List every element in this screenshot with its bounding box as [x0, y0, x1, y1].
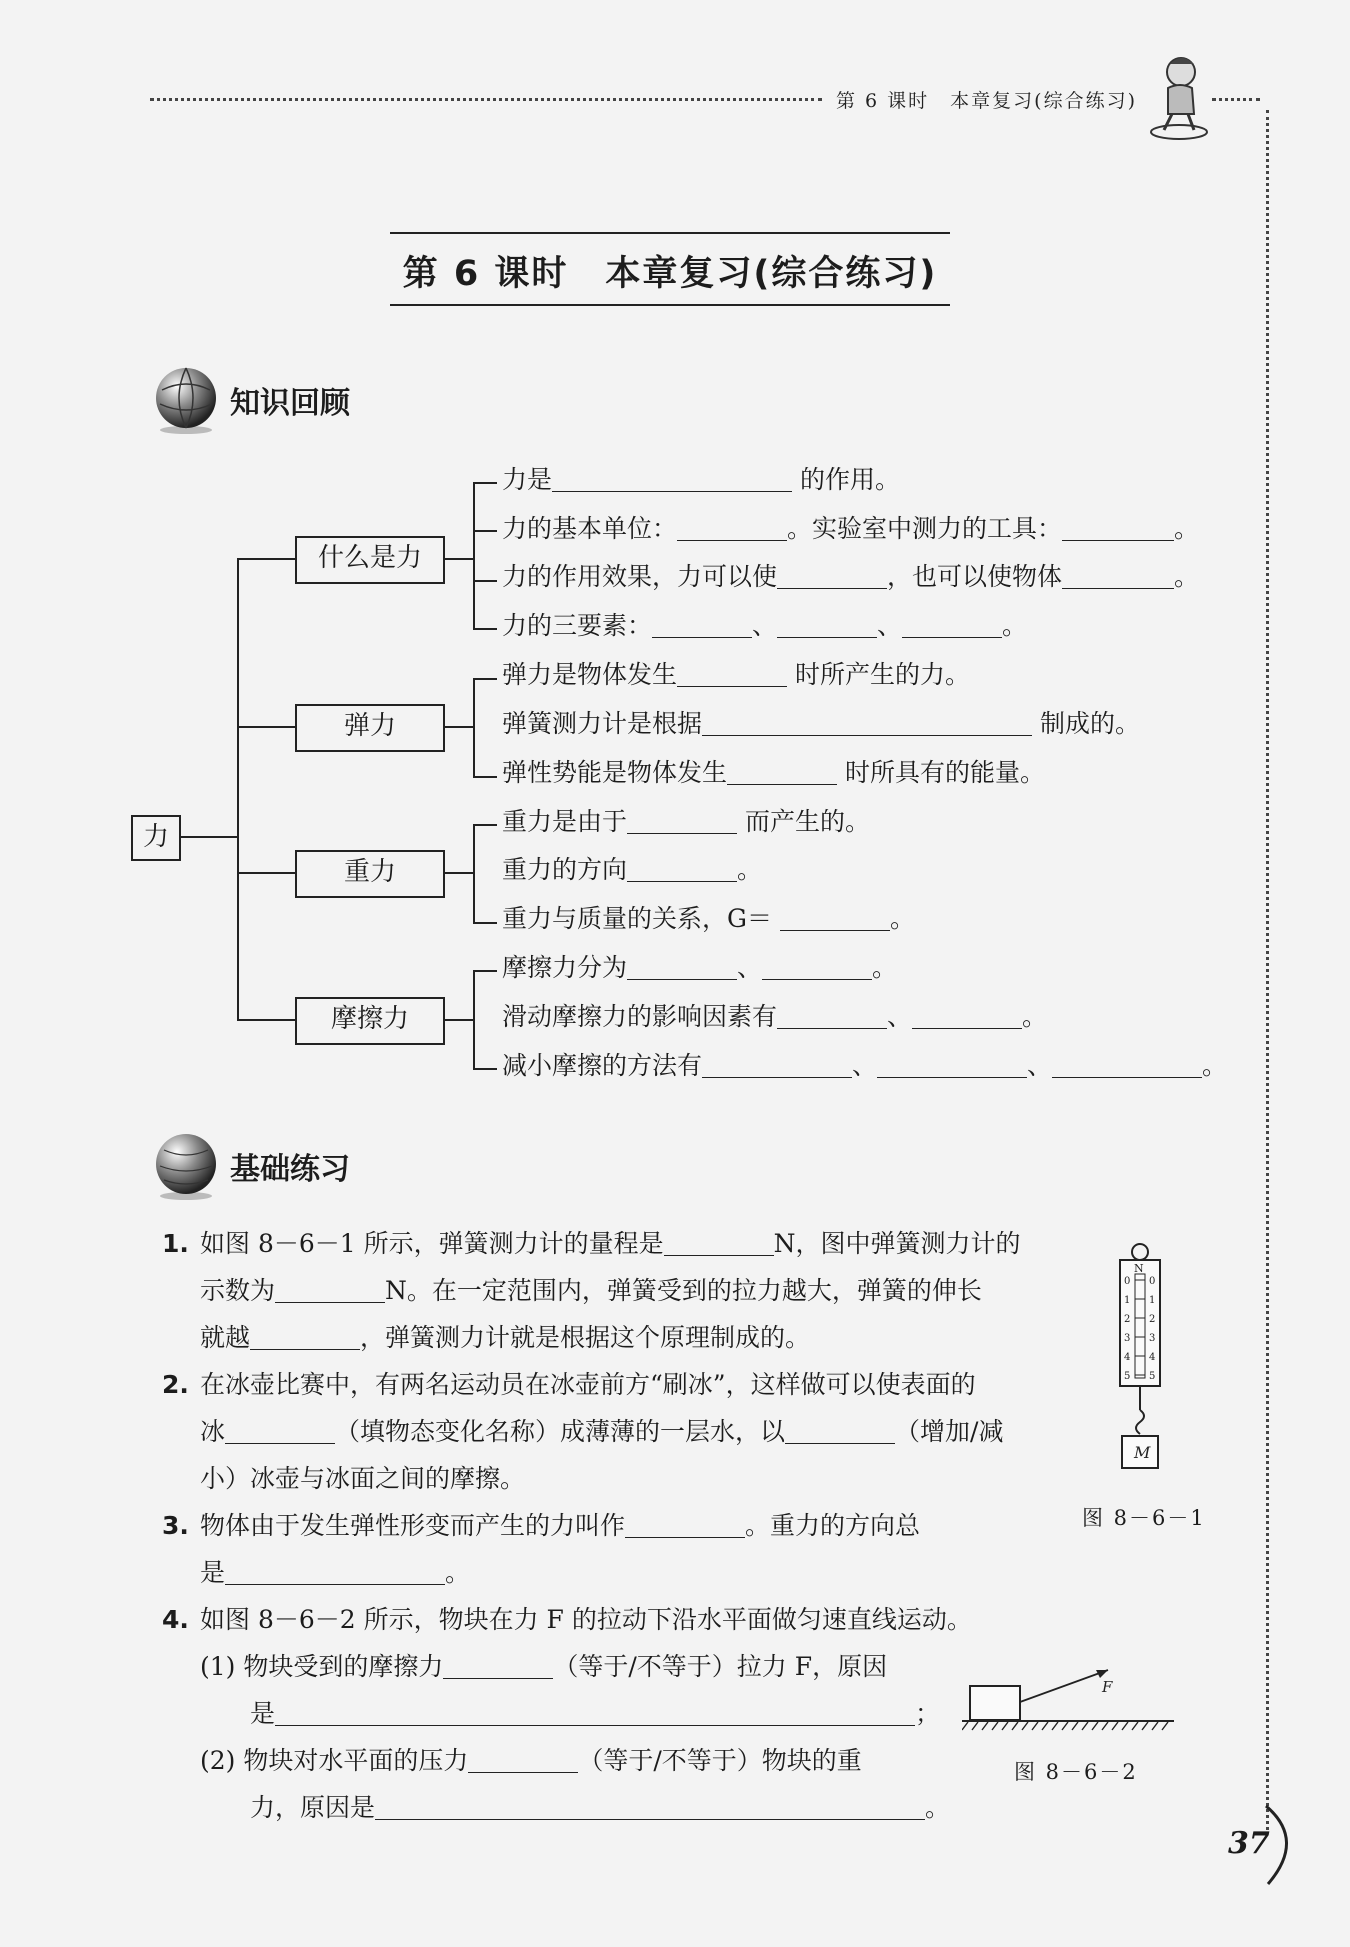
figure-2-caption: 图 8－6－2 — [1014, 1760, 1138, 1784]
scale-label-left: 4 — [1124, 1352, 1131, 1363]
answer-blank[interactable] — [625, 1511, 745, 1538]
question-text: ； — [915, 1699, 941, 1728]
item-text: 、 — [752, 611, 778, 640]
question-number: 1. — [162, 1229, 189, 1258]
item-text: 力是 — [502, 465, 553, 494]
question-text: 示数为 — [200, 1276, 276, 1305]
scale-label-right: 5 — [1149, 1371, 1156, 1382]
tree-item — [502, 1049, 1227, 1083]
question-4 — [162, 1596, 972, 1831]
question-number: 4. — [162, 1605, 189, 1634]
answer-blank[interactable] — [702, 709, 1032, 736]
tree-group-box — [295, 536, 445, 584]
answer-blank[interactable] — [627, 855, 737, 882]
question-text: (1) 物块受到的摩擦力 — [200, 1652, 444, 1681]
item-text: 时所产生的力。 — [794, 660, 970, 689]
item-tick — [473, 824, 497, 826]
answer-blank[interactable] — [225, 1558, 445, 1585]
question-line — [162, 1549, 920, 1596]
scale-label-left: 0 — [1124, 1276, 1131, 1287]
force-label: F — [1102, 1678, 1113, 1696]
item-text: 力的三要素： — [502, 611, 653, 640]
tree-item — [502, 902, 915, 936]
group-bracket — [473, 482, 475, 628]
group-connector — [443, 872, 473, 874]
block-force-figure — [962, 1664, 1182, 1734]
tree-group-label: 摩擦力 — [330, 1004, 409, 1034]
item-text: 、 — [887, 1002, 913, 1031]
tree-root-label: 力 — [142, 822, 169, 852]
item-text: 。 — [872, 953, 898, 982]
question-text: 如图 8－6－2 所示，物块在力 F 的拉动下沿水平面做匀速直线运动。 — [200, 1605, 972, 1634]
question-text: 。重力的方向总 — [745, 1511, 921, 1540]
answer-blank[interactable] — [275, 1276, 385, 1303]
question-3 — [162, 1502, 920, 1596]
question-text: （填物态变化名称）成薄薄的一层水，以 — [335, 1417, 786, 1446]
item-text: 弹性势能是物体发生 — [502, 758, 728, 787]
running-header: 第 6 课时 本章复习(综合练习) — [836, 90, 1137, 112]
tree-branch-4 — [237, 1019, 295, 1021]
question-line — [162, 1408, 1003, 1455]
item-tick — [473, 628, 497, 630]
item-text: 。 — [889, 904, 915, 933]
question-text: 力，原因是 — [250, 1793, 376, 1822]
tree-spine — [237, 558, 239, 1020]
answer-blank[interactable] — [727, 758, 837, 785]
answer-blank[interactable] — [1062, 514, 1174, 541]
question-text: （增加/减 — [895, 1417, 1004, 1446]
item-text: 。实验室中测力的工具： — [787, 514, 1063, 543]
question-line — [162, 1455, 1003, 1502]
tree-item — [502, 805, 870, 839]
tree-branch-1 — [237, 558, 295, 560]
question-text: N。在一定范围内，弹簧受到的拉力越大，弹簧的伸长 — [385, 1276, 982, 1305]
question-line — [162, 1784, 972, 1831]
item-text: 制成的。 — [1039, 709, 1140, 738]
scale-top-label: N — [1134, 1262, 1144, 1275]
item-text: 、 — [737, 953, 763, 982]
tree-item — [502, 707, 1140, 741]
item-tick — [473, 970, 497, 972]
item-text: 力的作用效果，力可以使 — [502, 562, 778, 591]
item-tick — [473, 482, 497, 484]
scale-label-left: 2 — [1124, 1314, 1131, 1325]
tree-item — [502, 756, 1045, 790]
question-line — [162, 1220, 1021, 1267]
answer-blank[interactable] — [627, 807, 737, 834]
item-text: 重力与质量的关系，G＝ — [502, 904, 772, 933]
question-number: 3. — [162, 1511, 189, 1540]
answer-blank[interactable] — [777, 1002, 887, 1029]
question-text: 。 — [445, 1558, 471, 1587]
mascot-illustration — [1148, 52, 1210, 142]
question-line — [162, 1267, 1021, 1314]
item-text: 、 — [1027, 1051, 1053, 1080]
question-line — [162, 1502, 920, 1549]
tree-branch-2 — [237, 726, 295, 728]
question-text: 物体由于发生弹性形变而产生的力叫作 — [200, 1511, 626, 1540]
answer-blank[interactable] — [375, 1793, 925, 1820]
question-text: 是 — [200, 1558, 226, 1587]
item-text: 。 — [737, 855, 763, 884]
answer-blank[interactable] — [902, 611, 1002, 638]
answer-blank[interactable] — [762, 953, 872, 980]
question-text: (2) 物块对水平面的压力 — [200, 1746, 469, 1775]
item-text: 滑动摩擦力的影响因素有 — [502, 1002, 778, 1031]
scale-label-right: 3 — [1149, 1333, 1156, 1344]
answer-blank[interactable] — [780, 904, 890, 931]
scale-label-right: 2 — [1149, 1314, 1156, 1325]
item-text: 弹力是物体发生 — [502, 660, 678, 689]
tree-group-box — [295, 997, 445, 1045]
item-tick — [473, 922, 497, 924]
figure-1-caption: 图 8－6－1 — [1082, 1506, 1206, 1530]
header-dotted-rule — [150, 98, 822, 101]
answer-blank[interactable] — [250, 1323, 360, 1350]
item-tick — [473, 1068, 497, 1070]
lesson-title-box — [390, 232, 950, 306]
tree-item — [502, 560, 1199, 594]
answer-blank[interactable] — [1062, 562, 1174, 589]
question-line — [162, 1690, 972, 1737]
question-text: 是 — [250, 1699, 276, 1728]
tree-group-box — [295, 704, 445, 752]
tree-item — [502, 951, 897, 985]
question-text: ，弹簧测力计就是根据这个原理制成的。 — [360, 1323, 811, 1352]
question-text: 就越 — [200, 1323, 251, 1352]
item-text: 的作用。 — [799, 465, 900, 494]
tree-group-label: 重力 — [343, 857, 396, 887]
group-connector — [443, 558, 473, 560]
tree-branch-3 — [237, 872, 295, 874]
tree-group-label: 什么是力 — [317, 543, 422, 573]
scale-label-left: 5 — [1124, 1371, 1131, 1382]
item-text: 。 — [1174, 562, 1200, 591]
tree-root-box — [131, 815, 181, 861]
question-1 — [162, 1220, 1021, 1361]
scale-label-right: 1 — [1149, 1295, 1156, 1306]
question-line — [162, 1737, 972, 1784]
section-review-heading — [150, 364, 350, 436]
tree-group-box — [295, 850, 445, 898]
page-number: 37 — [1228, 1826, 1270, 1861]
scale-label-left: 1 — [1124, 1295, 1131, 1306]
scale-label-left: 3 — [1124, 1333, 1131, 1344]
answer-blank[interactable] — [912, 1002, 1022, 1029]
question-text: 如图 8－6－1 所示，弹簧测力计的量程是 — [200, 1229, 664, 1258]
item-text: 减小摩擦的方法有 — [502, 1051, 703, 1080]
item-text: 弹簧测力计是根据 — [502, 709, 703, 738]
item-text: 。 — [1002, 611, 1028, 640]
tree-group-label: 弹力 — [343, 711, 396, 741]
question-text: （等于/不等于）物块的重 — [578, 1746, 862, 1775]
group-connector — [443, 1019, 473, 1021]
answer-blank[interactable] — [468, 1746, 578, 1773]
item-tick — [473, 580, 497, 582]
question-line — [162, 1596, 972, 1643]
item-tick — [473, 776, 497, 778]
answer-blank[interactable] — [777, 562, 887, 589]
question-text: （等于/不等于）拉力 F，原因 — [553, 1652, 888, 1681]
item-text: 而产生的。 — [744, 807, 870, 836]
tree-item — [502, 853, 762, 887]
answer-blank[interactable] — [677, 514, 787, 541]
item-text: 。 — [1022, 1002, 1048, 1031]
question-number: 2. — [162, 1370, 189, 1399]
answer-blank[interactable] — [664, 1229, 774, 1256]
question-text: N，图中弹簧测力计的 — [773, 1229, 1021, 1258]
question-line — [162, 1361, 1003, 1408]
item-tick — [473, 678, 497, 680]
question-text: 。 — [925, 1793, 951, 1822]
answer-blank[interactable] — [677, 660, 787, 687]
question-line — [162, 1643, 972, 1690]
scale-label-right: 0 — [1149, 1276, 1156, 1287]
question-line — [162, 1314, 1021, 1361]
answer-blank[interactable] — [702, 1051, 852, 1078]
question-text: 冰 — [200, 1417, 226, 1446]
answer-blank[interactable] — [225, 1417, 335, 1444]
group-bracket — [473, 678, 475, 776]
item-text: ，也可以使物体 — [887, 562, 1063, 591]
item-text: 摩擦力分为 — [502, 953, 628, 982]
item-text: 时所具有的能量。 — [844, 758, 1045, 787]
answer-blank[interactable] — [1052, 1051, 1202, 1078]
group-bracket — [473, 970, 475, 1068]
question-2 — [162, 1361, 1003, 1502]
item-text: 。 — [1202, 1051, 1228, 1080]
tree-item — [502, 609, 1027, 643]
item-text: 。 — [1174, 514, 1200, 543]
answer-blank[interactable] — [275, 1699, 915, 1726]
ball-icon — [150, 1130, 222, 1202]
item-text: 力的基本单位： — [502, 514, 678, 543]
question-text: 在冰壶比赛中，有两名运动员在冰壶前方“刷冰”，这样做可以使表面的 — [200, 1370, 976, 1399]
item-tick — [473, 530, 497, 532]
item-text: 重力是由于 — [502, 807, 628, 836]
section-practice-label: 基础练习 — [230, 1152, 350, 1187]
scale-label-right: 4 — [1149, 1352, 1156, 1363]
margin-dotted-rule — [1266, 110, 1269, 1830]
answer-blank[interactable] — [552, 465, 792, 492]
answer-blank[interactable] — [785, 1417, 895, 1444]
mass-label: M — [1134, 1443, 1151, 1462]
answer-blank[interactable] — [627, 953, 737, 980]
answer-blank[interactable] — [877, 1051, 1027, 1078]
answer-blank[interactable] — [652, 611, 752, 638]
section-review-label: 知识回顾 — [230, 386, 350, 421]
lesson-title: 第 6 课时 本章复习(综合练习) — [402, 254, 938, 294]
group-connector — [443, 726, 473, 728]
group-bracket — [473, 824, 475, 922]
item-text: 、 — [852, 1051, 878, 1080]
header-dotted-rule-right — [1212, 98, 1260, 101]
section-practice-heading — [150, 1130, 350, 1202]
tree-item — [502, 658, 970, 692]
tree-item — [502, 463, 900, 497]
spring-scale-figure — [1100, 1240, 1190, 1480]
globe-icon — [150, 364, 222, 436]
tree-root-connector — [179, 836, 237, 838]
item-text: 重力的方向 — [502, 855, 628, 884]
answer-blank[interactable] — [443, 1652, 553, 1679]
item-text: 、 — [877, 611, 903, 640]
tree-item — [502, 1000, 1047, 1034]
question-text: 小）冰壶与冰面之间的摩擦。 — [200, 1464, 526, 1493]
answer-blank[interactable] — [777, 611, 877, 638]
tree-item — [502, 512, 1199, 546]
